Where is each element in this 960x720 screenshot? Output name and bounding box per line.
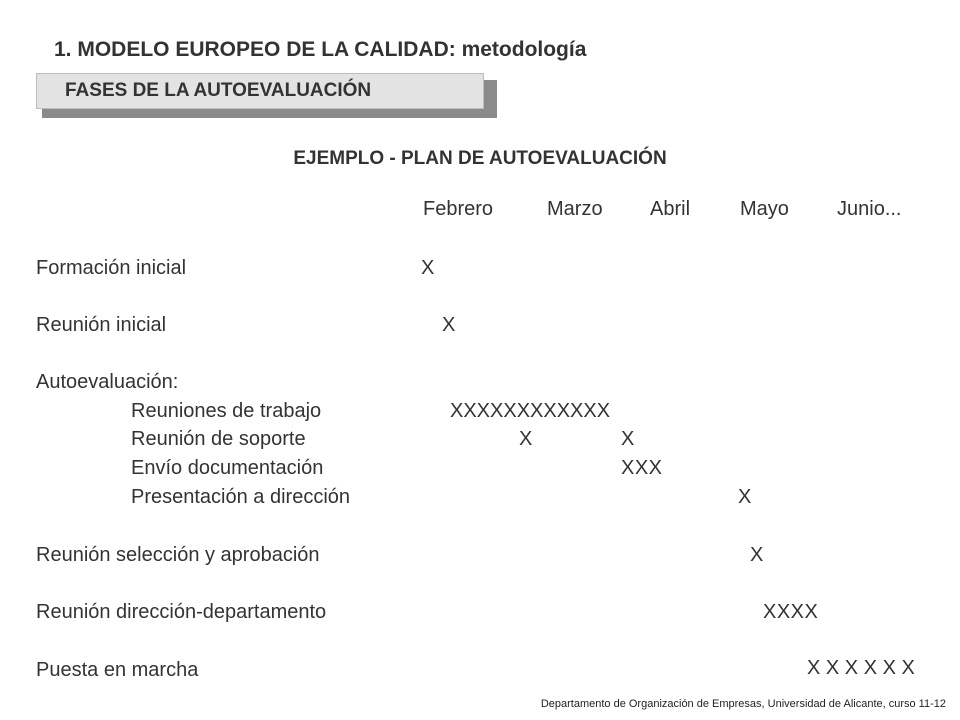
row-marks-envio-documentacion: XXX — [621, 457, 663, 479]
row-label-envio-documentacion: Envío documentación — [131, 457, 324, 479]
row-marks-puesta-en-marcha: X X X X X X — [807, 657, 915, 679]
row-label-formacion-inicial: Formación inicial — [36, 257, 187, 279]
month-february: Febrero — [423, 198, 494, 220]
row-label-puesta-en-marcha: Puesta en marcha — [36, 659, 199, 681]
row-label-reunion-direccion-departamento: Reunión dirección-departamento — [36, 601, 327, 623]
row-label-presentacion-direccion: Presentación a dirección — [131, 486, 351, 508]
plan-title: EJEMPLO - PLAN DE AUTOEVALUACIÓN — [293, 148, 667, 169]
row-mark-reunion-soporte-1: X — [519, 428, 533, 450]
month-may: Mayo — [740, 198, 789, 220]
page-title: 1. MODELO EUROPEO DE LA CALIDAD: metodología — [54, 38, 587, 61]
row-label-autoevaluacion: Autoevaluación: — [36, 371, 179, 393]
row-marks-reuniones-trabajo: XXXXXXXXXXXX — [450, 400, 611, 422]
row-marks-reunion-direccion-departamento: XXXX — [763, 601, 819, 623]
row-label-reuniones-trabajo: Reuniones de trabajo — [131, 400, 322, 422]
row-marks-formacion-inicial: X — [421, 257, 435, 279]
row-mark-reunion-soporte-2: X — [621, 428, 635, 450]
phase-label-box — [36, 73, 484, 109]
row-marks-presentacion-direccion: X — [738, 486, 752, 508]
row-label-reunion-soporte: Reunión de soporte — [131, 428, 306, 450]
month-april: Abril — [650, 198, 691, 220]
row-marks-reunion-inicial: X — [442, 314, 456, 336]
row-marks-reunion-seleccion: X — [750, 544, 764, 566]
row-label-reunion-inicial: Reunión inicial — [36, 314, 167, 336]
footer-credit: Departamento de Organización de Empresas, Universidad de Alicante, curso 11-12 — [540, 698, 946, 710]
row-label-reunion-seleccion: Reunión selección y aprobación — [36, 544, 320, 566]
month-march: Marzo — [547, 198, 603, 220]
month-june: Junio... — [837, 198, 902, 220]
phase-label: FASES DE LA AUTOEVALUACIÓN — [65, 80, 372, 101]
